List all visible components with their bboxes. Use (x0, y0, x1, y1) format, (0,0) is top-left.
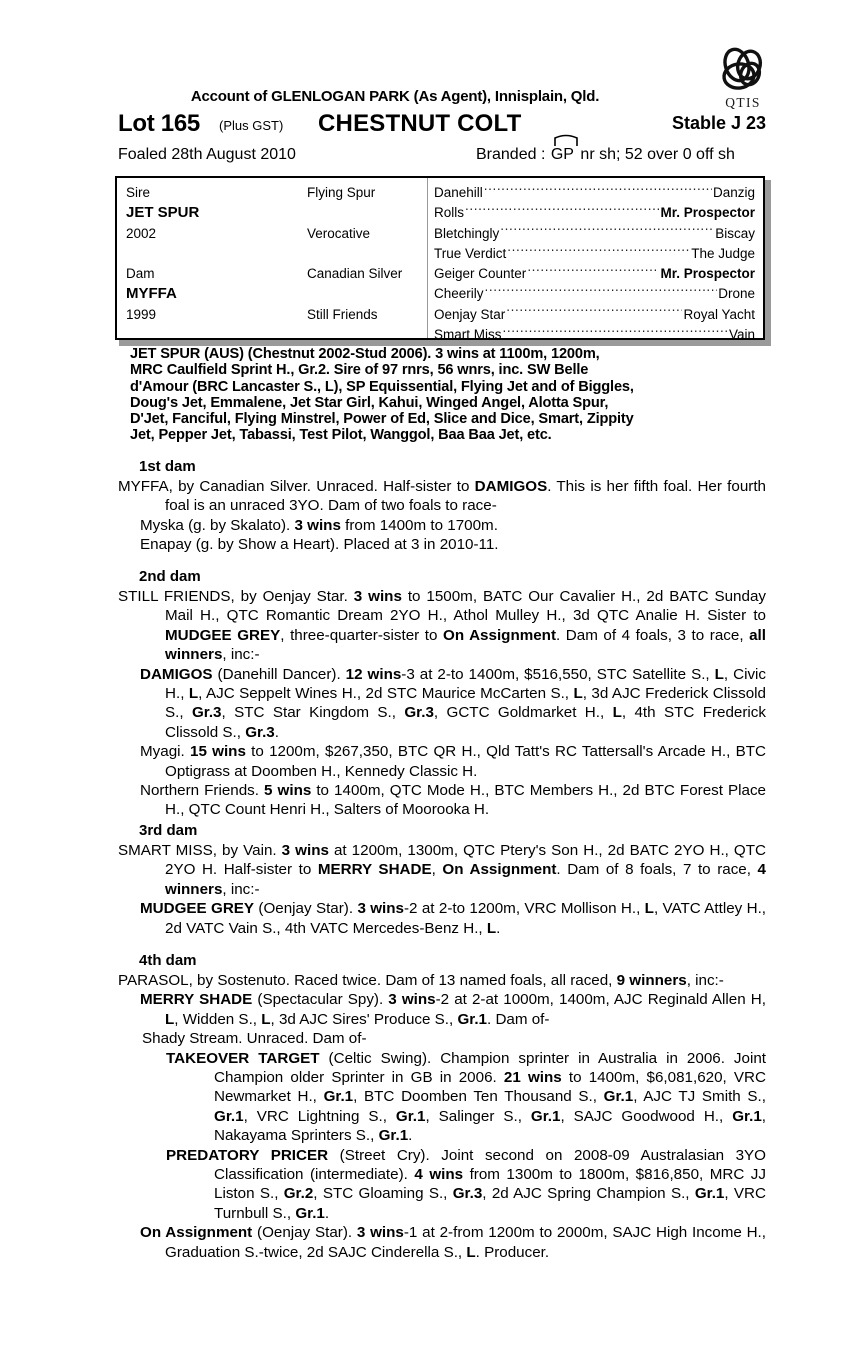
gen3-ancestor-name: Smart Miss (434, 327, 502, 343)
gen3-ancestor-name: Oenjay Star (434, 306, 506, 322)
pedigree-gen3-row (434, 203, 755, 223)
dot-leader (500, 224, 714, 238)
gen3-ancestor-sire: Drone (718, 286, 755, 302)
sire-year: 2002 (126, 225, 157, 241)
gen3-ancestor-name: True Verdict (434, 245, 507, 261)
gen3-ancestor-sire: Mr. Prospector (660, 266, 755, 282)
branded-label: Branded : (476, 146, 546, 163)
sire-block-line: d'Amour (BRC Lancaster S., L), SP Equissential, Flying Jet and of Biggles, (130, 378, 634, 395)
brand-symbol (551, 146, 574, 164)
fourth-dam-main: PARASOL, by Sostenuto. Raced twice. Dam of 13 named foals, all raced, 9 winners, inc:- (118, 972, 724, 989)
gen3-ancestor-sire: The Judge (691, 245, 755, 261)
sire-performance-block (130, 346, 768, 444)
gen3-ancestor-name: Rolls (434, 205, 465, 221)
pedigree-gen3-row (434, 325, 755, 345)
fourth-dam-progeny: MERRY SHADE (Spectacular Spy). 3 wins-2 at 2-at 1000m, 1400m, AJC Reginald Allen H, L, Widden S., L, 3d AJC Sires' Produce S., Gr.1. Dam of- (140, 991, 766, 1028)
dot-leader (465, 204, 659, 218)
pedigree-generation-3 (434, 183, 755, 345)
fourth-dam-progeny: Shady Stream. Unraced. Dam of- (142, 1030, 367, 1048)
second-dam-progeny: DAMIGOS (Danehill Dancer). 12 wins-3 at 2-to 1400m, $516,550, STC Satellite S., L, Civic H., L, AJC Seppelt Wines H., 2d STC Maurice McCarten S., L, 3d AJC Frederick Clissold S., Gr.3, STC Star Kingdom S., Gr.3, GCTC Goldmarket H., L, 4th STC Frederick Clissold S., Gr.3. (140, 665, 767, 741)
fourth-dam-progeny: PREDATORY PRICER (Street Cry). Joint second on 2008-09 Australasian 3YO Classification (intermediate). 4 wins from 1300m to 1800m, $816,850, MRC JJ Liston S., Gr.2, STC Gloaming S., Gr.3, 2d AJC Spring Champion S., Gr.1, VRC Turnbull S., Gr.1. (166, 1146, 766, 1222)
pedigree-generation-1 (126, 183, 301, 325)
dot-leader (527, 265, 659, 279)
gen3-ancestor-sire: Mr. Prospector (660, 205, 755, 221)
third-dam-progeny: MUDGEE GREY (Oenjay Star). 3 wins-2 at 2-to 1200m, VRC Mollison H., L, VATC Attley H., 2d VATC Vain S., 4th VATC Mercedes-Benz H., L. (140, 900, 767, 937)
dot-leader (507, 244, 690, 258)
gen3-ancestor-name: Bletchingly (434, 225, 500, 241)
first-dam-heading: 1st dam (139, 458, 196, 475)
pedigree-table (115, 176, 767, 342)
second-dam-heading: 2nd dam (139, 568, 201, 585)
first-dam-main: MYFFA, by Canadian Silver. Unraced. Half-sister to DAMIGOS. This is her fifth foal. Her fourth foal is an unraced 3YO. Dam of two foals to race- (118, 478, 766, 515)
plus-gst-note: (Plus GST) (219, 118, 284, 133)
gen3-ancestor-name: Danehill (434, 185, 483, 200)
sire-block-line: JET SPUR (AUS) (Chestnut 2002-Stud 2006). 3 wins at 1100m, 1200m, (130, 346, 600, 362)
gen3-ancestor-sire: Danzig (712, 185, 755, 200)
account-line: Account of GLENLOGAN PARK (As Agent), Innisplain, Qld. (190, 88, 600, 105)
stable-number: Stable J 23 (671, 113, 766, 133)
first-dam-body (118, 477, 766, 555)
dot-leader (503, 326, 728, 340)
foaled-date: Foaled 28th August 2010 (118, 146, 296, 163)
dam-year: 1999 (126, 306, 157, 322)
branded-details (476, 146, 735, 164)
gen3-ancestor-name: Cheerily (434, 286, 484, 302)
gen3-ancestor-name: Geiger Counter (434, 266, 527, 282)
gen3-ancestor-sire: Royal Yacht (683, 306, 755, 322)
dot-leader (506, 305, 682, 319)
fourth-dam-progeny: TAKEOVER TARGET (Celtic Swing). Champion sprinter in Australia in 2006. Joint Champion older Sprinter in GB in 2006. 21 wins to 1400m, $6,081,620, VRC Newmarket H., Gr.1, BTC Doomben Ten Thousand S., Gr.1, AJC TJ Smith S., Gr.1, VRC Lightning S., Gr.1, Salinger S., Gr.1, SAJC Goodwood H., Gr.1, Nakayama Sprinters S., Gr.1. (166, 1049, 767, 1145)
second-dam-body (118, 587, 766, 820)
third-dam-heading: 3rd dam (139, 822, 198, 839)
third-dam-main: SMART MISS, by Vain. 3 wins at 1200m, 1300m, QTC Ptery's Son H., 2d BATC 2YO H., QTC 2YO H. Half-sister to MERRY SHADE, On Assignment. Dam of 8 foals, 7 to race, 4 winners, inc:- (118, 842, 766, 898)
sire-block-line: MRC Caulfield Sprint H., Gr.2. Sire of 97 rnrs, 56 wnrs, inc. SW Belle (130, 362, 589, 379)
fourth-dam-heading: 4th dam (139, 952, 197, 969)
second-dam-progeny: Myagi. 15 wins to 1200m, $267,350, BTC QR H., Qld Tatt's RC Tattersall's Arcade H., BTC Optigrass at Doomben H., Kennedy Classic H. (140, 743, 766, 780)
lot-number: Lot 165 (118, 110, 200, 137)
pedigree-gen3-row (434, 244, 755, 264)
third-dam-body (118, 841, 766, 938)
fourth-dam-body (118, 971, 766, 1262)
sire-label: Sire (126, 185, 151, 200)
first-dam-progeny: Enapay (g. by Show a Heart). Placed at 3 in 2010-11. (140, 536, 499, 554)
pedigree-gen3-row (434, 284, 755, 304)
dam-name: MYFFA (126, 285, 177, 303)
pedigree-gen3-row (434, 305, 755, 325)
gen3-ancestor-sire: Vain (728, 327, 755, 343)
fourth-dam-progeny: On Assignment (Oenjay Star). 3 wins-1 at 2-from 1200m to 2000m, SAJC High Income H., Graduation S.-twice, 2d SAJC Cinderella S., L. Producer. (140, 1224, 766, 1261)
dam-sire: Canadian Silver (307, 266, 403, 282)
lot-header-row (118, 110, 766, 140)
gen3-ancestor-sire: Biscay (715, 225, 755, 241)
dam-label: Dam (126, 266, 155, 282)
pedigree-gen3-row (434, 224, 755, 244)
pedigree-gen3-row (434, 264, 755, 284)
branded-text: nr sh; 52 over 0 off sh (580, 146, 735, 163)
sire-block-line: D'Jet, Fanciful, Flying Minstrel, Power of Ed, Slice and Dice, Smart, Zippity (130, 411, 634, 428)
sire-block-line: Jet, Pepper Jet, Tabassi, Test Pilot, Wanggol, Baa Baa Jet, etc. (130, 427, 552, 444)
sire-block-line: Doug's Jet, Emmalene, Jet Star Girl, Kahui, Winged Angel, Alotta Spur, (130, 394, 609, 411)
sire-dam: Verocative (307, 225, 371, 241)
pedigree-table-box (115, 176, 765, 343)
sire-sire: Flying Spur (307, 185, 376, 200)
dot-leader (485, 285, 718, 299)
second-dam-main: STILL FRIENDS, by Oenjay Star. 3 wins to 1500m, BATC Our Cavalier H., 2d BATC Sunday Mail H., QTC Romantic Dream 2YO H., Athol Mulley H., 3d QTC Analie H. Sister to MUDGEE GREY, three-quarter-sister to On Assignment. Dam of 4 foals, 3 to race, all winners, inc:- (118, 588, 766, 664)
brand-arc-icon (553, 134, 579, 147)
qtis-wordmark: QTIS (725, 95, 761, 110)
second-dam-progeny: Northern Friends. 5 wins to 1400m, QTC Mode H., BTC Members H., 2d BTC Forest Place H., QTC Count Henri H., Salters of Moorooka H. (140, 782, 766, 819)
dot-leader (484, 184, 712, 198)
first-dam-progeny: Myska (g. by Skalato). 3 wins from 1400m to 1700m. (140, 516, 498, 534)
brand-letters: GP (550, 146, 574, 163)
sire-name: JET SPUR (126, 204, 200, 222)
pedigree-gen3-row (434, 183, 755, 203)
colour-and-sex: CHESTNUT COLT (318, 110, 522, 137)
qtis-mark-icon (715, 46, 771, 94)
dam-dam: Still Friends (307, 306, 378, 322)
foaled-branded-row (118, 146, 766, 170)
